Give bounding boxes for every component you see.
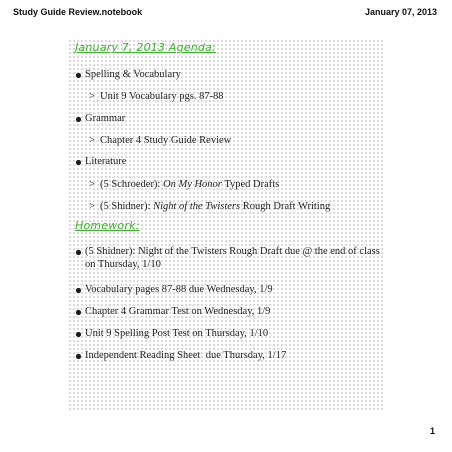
task-label: Typed Drafts <box>221 179 280 190</box>
book-title: Night of the Twisters <box>153 201 241 212</box>
page-number: 1 <box>429 426 435 436</box>
class-label: (5 Schroeder): <box>100 179 163 190</box>
agenda-item-label: Literature <box>85 156 127 167</box>
bullet-icon <box>76 250 81 255</box>
homework-item-label: Chapter 4 Grammar Test on Wednesday, 1/9 <box>85 306 271 317</box>
homework-title: Homework: <box>75 219 140 232</box>
bullet-icon <box>76 354 81 359</box>
notebook-file-name: Study Guide Review.notebook <box>13 7 143 17</box>
bullet-icon <box>76 117 81 122</box>
agenda-subitem-label: Unit 9 Vocabulary pgs. 87-88 <box>100 91 224 102</box>
list-subitem <box>89 90 224 103</box>
bullet-icon <box>76 160 81 165</box>
bullet-icon <box>76 332 81 337</box>
homework-item-label: Independent Reading Sheet due Thursday, 1/17 <box>85 350 287 361</box>
book-title: On My Honor <box>162 179 222 190</box>
header-date: January 07, 2013 <box>364 7 437 17</box>
notebook-page <box>67 38 385 410</box>
agenda-item-label: Spelling & Vocabulary <box>85 69 181 80</box>
agenda-title: January 7, 2013 Agenda: <box>75 41 216 54</box>
homework-item-label: (5 Shidner): Night of the Twisters Rough Draft due @ the end of class on Thursday, 1/10 <box>85 246 380 270</box>
agenda-subitem-label: Chapter 4 Study Guide Review <box>100 135 232 146</box>
class-label: (5 Shidner): <box>100 201 154 212</box>
chevron-right-icon: > <box>89 135 95 146</box>
task-label: Rough Draft Writing <box>240 201 331 212</box>
homework-item-label: Vocabulary pages 87-88 due Wednesday, 1/9 <box>85 284 273 295</box>
homework-item-label: Unit 9 Spelling Post Test on Thursday, 1/10 <box>85 328 269 339</box>
bullet-icon <box>76 310 81 315</box>
chevron-right-icon: > <box>89 201 95 212</box>
agenda-item-label: Grammar <box>85 113 126 124</box>
list-subitem <box>89 134 231 147</box>
list-subitem <box>89 200 330 213</box>
list-subitem <box>89 178 279 191</box>
chevron-right-icon: > <box>89 91 95 102</box>
bullet-icon <box>76 288 81 293</box>
chevron-right-icon: > <box>89 179 95 190</box>
bullet-icon <box>76 73 81 78</box>
